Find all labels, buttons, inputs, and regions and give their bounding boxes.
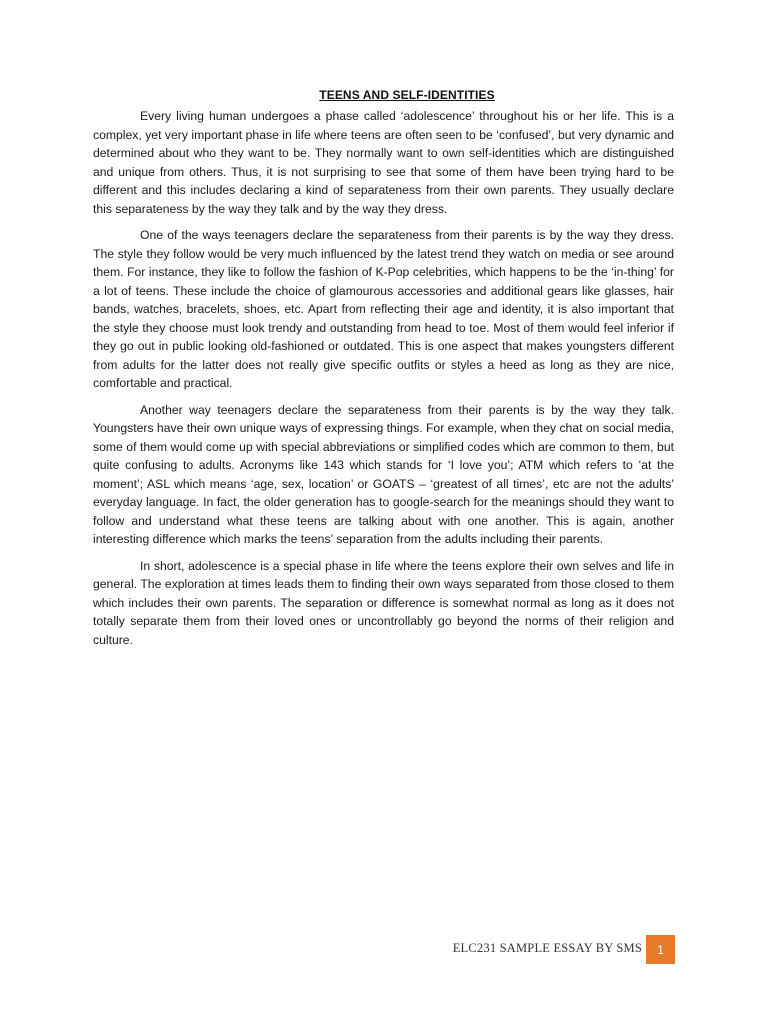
essay-body	[93, 107, 674, 657]
page-footer	[0, 935, 768, 965]
footer-text: ELC231 SAMPLE ESSAY BY SMS	[452, 941, 642, 955]
essay-title: TEENS AND SELF-IDENTITIES	[319, 88, 495, 102]
paragraph-4: In short, adolescence is a special phase in life where the teens explore their own selves and life in general. The exploration at times leads them to finding their own ways separated from those closed to them which includes their own parents. The separation or difference is somewhat normal as long as it does not totally separate them from their loved ones or uncontrollably go beyond the norms of their religion and culture.	[93, 558, 674, 647]
paragraph-2: One of the ways teenagers declare the separateness from their parents is by the way they dress. The style they follow would be very much influenced by the latest trend they watch on media or see around them. For instance, they like to follow the fashion of K-Pop celebrities, which happens to be the ‘in-thing’ for a lot of teens. These include the choice of glamourous accessories and additional gears like glasses, hair bands, watches, bracelets, shoes, etc. Apart from reflecting their age and identity, it is also important that the style they choose must look trendy and outstanding from head to toe. Most of them would feel inferior if they go out in public looking old-fashioned or outdated. This is one aspect that makes youngsters different from adults for the latter does not really give specific outfits or styles a heed as long as they are nice, comfortable and practical.	[93, 228, 674, 390]
page-number-badge: 1	[646, 935, 675, 964]
paragraph-1: Every living human undergoes a phase called ‘adolescence’ throughout his or her life. This is a complex, yet very important phase in life where teens are often seen to be ‘confused’, but very dynamic and determined about who they want to be. They normally want to own self-identities which are distinguished and unique from others. Thus, it is not surprising to see that some of them have been trying hard to be different and this includes declaring a kind of separateness from their own parents. They usually declare this separateness by the way they talk and by the way they dress.	[93, 109, 674, 216]
paragraph-3: Another way teenagers declare the separateness from their parents is by the way they talk. Youngsters have their own unique ways of expressing things. For example, when they chat on social media, some of them would come up with special abbreviations or simplified codes which are common to them, but quite confusing to adults. Acronyms like 143 which stands for ‘I love you’; ATM which refers to ‘at the moment’; ASL which means ‘age, sex, location’ or GOATS – ‘greatest of all times’, etc are not the adults’ everyday language. In fact, the older generation has to google-search for the meanings should they want to follow and understand what these teens are talking about with one another. This is again, another interesting difference which marks the teens’ separation from the adults including their parents.	[93, 402, 674, 546]
